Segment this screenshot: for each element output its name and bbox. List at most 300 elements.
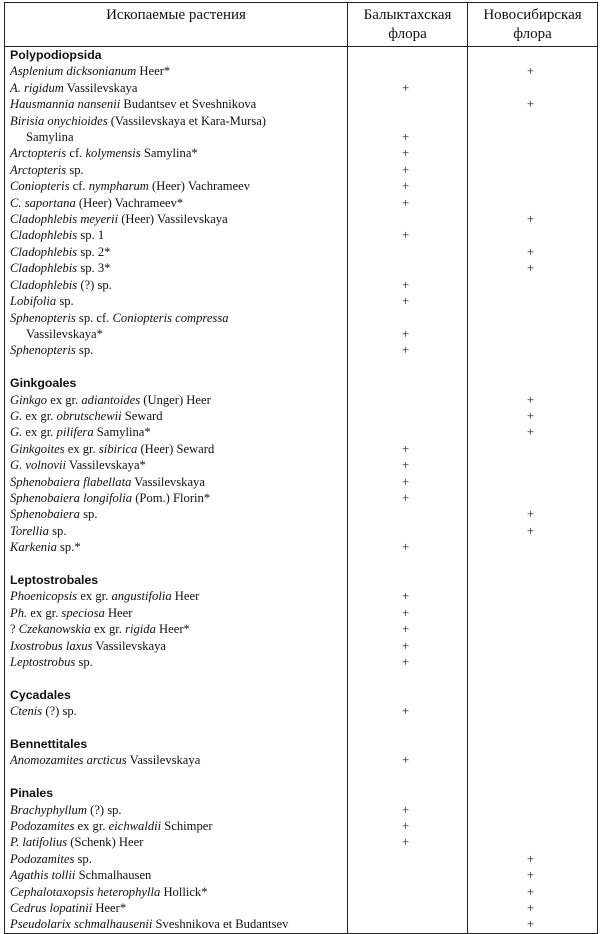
taxon-row [5,277,598,293]
taxon-name-roman: (Heer) Vachrameev* [75,195,184,210]
taxon-name-roman: Heer* [92,901,127,916]
taxon-name-italic: C. saportana [10,195,76,210]
balyktakh-mark [348,884,468,900]
balyktakh-mark [348,736,468,752]
taxon-name-roman: Vassilevskaya [63,80,138,95]
taxon-name-italic: Sphenobaiera [10,507,80,522]
novosibirsk-mark [468,687,598,703]
taxon-row [5,293,598,309]
taxon-row [5,867,598,883]
taxon-name-roman: ex gr. [47,392,82,407]
taxon-name-italic: Cladophlebis [10,277,78,292]
taxon-name-italic: Brachyphyllum [10,802,87,817]
taxon-name [5,539,348,555]
balyktakh-mark: + [348,293,468,309]
balyktakh-mark: + [348,227,468,243]
novosibirsk-mark: + [468,392,598,408]
novosibirsk-mark [468,785,598,801]
header-balyktakh-flora [348,3,468,47]
group-row [5,687,598,703]
taxon-name-italic: Coniopteris compressa [112,310,229,325]
novosibirsk-mark [468,326,598,342]
group-label: Ginkgoales [5,375,348,391]
balyktakh-mark: + [348,277,468,293]
balyktakh-mark [348,867,468,883]
taxon-name [5,621,348,637]
balyktakh-mark: + [348,539,468,555]
document-page [4,2,597,934]
taxon-name-roman: sp.* [56,540,81,555]
taxon-name [5,211,348,227]
taxon-row [5,195,598,211]
group-label: Bennettitales [5,736,348,752]
novosibirsk-mark: + [468,96,598,112]
taxon-name-italic: Cephalotaxopsis heterophylla [10,884,161,899]
taxon-name-italic: adiantoides [81,392,141,407]
taxon-name-roman: Sveshnikova et Budantsev [152,917,289,932]
group-row [5,572,598,588]
taxon-name-italic: Ixostrobus laxus [10,638,93,653]
novosibirsk-mark [468,605,598,621]
taxon-name-italic: kolymensis [85,146,141,161]
group-label: Polypodiopsida [5,47,348,64]
balyktakh-mark [348,244,468,260]
novosibirsk-mark [468,474,598,490]
taxon-row [5,178,598,194]
taxon-row [5,703,598,719]
spacer-cell [5,359,348,375]
taxon-name-italic: Ginkgo [10,392,48,407]
taxon-name-roman: Vassilevskaya [92,638,167,653]
taxon-row [5,539,598,555]
taxon-name-italic: Torellia [10,523,49,538]
taxon-name [5,63,348,79]
balyktakh-mark: + [348,326,468,342]
taxon-row [5,424,598,440]
spacer-cell [5,556,348,572]
taxon-name-roman: sp. [56,294,74,309]
novosibirsk-mark [468,129,598,145]
taxon-name-roman: (Schenk) Heer [67,835,144,850]
group-label: Cycadales [5,687,348,703]
taxon-name-roman: sp. [48,523,67,538]
table-header [5,3,598,47]
taxon-name-roman: ? [10,622,19,637]
taxon-name-roman: sp. 3* [77,261,111,276]
novosibirsk-mark [468,47,598,64]
taxon-name-roman: Vassilevskaya [126,753,201,768]
taxon-name-italic: A. rigidum [10,80,64,95]
novosibirsk-mark: + [468,408,598,424]
balyktakh-mark [348,408,468,424]
taxon-name [5,145,348,161]
spacer-cell [5,670,348,686]
taxon-name-roman: Vassilevskaya [131,474,205,489]
balyktakh-mark: + [348,802,468,818]
taxon-row [5,884,598,900]
taxon-name-roman: sp. [74,851,92,866]
taxon-name-italic: Ph. [10,605,28,620]
taxon-name-italic: Ginkgoites [10,441,65,456]
taxon-name-italic: Arctopteris [10,162,67,177]
taxon-name-roman: sp. cf. [75,310,113,325]
taxon-name-roman: (?) sp. [77,277,112,292]
novosibirsk-mark [468,834,598,850]
taxon-name-roman: Samylina* [140,146,198,161]
group-row [5,47,598,64]
balyktakh-mark: + [348,80,468,96]
novosibirsk-mark [468,670,598,686]
taxon-row [5,523,598,539]
taxon-name-italic: Czekanowskia [18,622,91,637]
taxon-name-italic: Cedrus lopatinii [10,901,93,916]
taxon-name [5,342,348,358]
taxon-name-roman: ex gr. [64,441,99,456]
taxon-name-roman: (?) sp. [86,802,122,817]
balyktakh-mark: + [348,621,468,637]
spacer-row [5,359,598,375]
novosibirsk-mark: + [468,244,598,260]
taxon-name [5,392,348,408]
taxon-row [5,457,598,473]
taxon-name-roman: Seward [121,408,163,423]
balyktakh-mark: + [348,834,468,850]
taxon-name-italic: eichwaldii [108,819,162,834]
balyktakh-mark [348,506,468,522]
taxon-name-italic: G. [10,425,23,440]
taxon-row [5,96,598,112]
taxon-name-roman: (Heer) Seward [137,441,215,456]
taxon-name-roman: sp. [79,507,98,522]
taxon-name [5,752,348,768]
taxon-name-italic: speciosa [61,605,105,620]
taxon-name-italic: Karkenia [10,540,57,555]
novosibirsk-mark [468,359,598,375]
taxon-name-italic: Sphenopteris [10,343,76,358]
balyktakh-mark [348,785,468,801]
novosibirsk-mark [468,769,598,785]
balyktakh-mark [348,260,468,276]
taxon-row [5,408,598,424]
taxon-row [5,654,598,670]
taxon-row [5,916,598,933]
taxon-row [5,80,598,96]
balyktakh-mark: + [348,457,468,473]
taxon-name-italic: pilifera [56,425,94,440]
balyktakh-mark: + [348,752,468,768]
balyktakh-mark [348,556,468,572]
taxon-name [5,408,348,424]
taxon-name [5,441,348,457]
flora-table [4,2,598,934]
novosibirsk-mark: + [468,523,598,539]
taxon-name [5,490,348,506]
balyktakh-mark [348,359,468,375]
taxon-name [5,916,348,933]
balyktakh-mark [348,851,468,867]
novosibirsk-mark [468,556,598,572]
taxon-name [5,195,348,211]
taxon-name [5,523,348,539]
balyktakh-mark: + [348,162,468,178]
taxon-name [5,900,348,916]
balyktakh-mark [348,769,468,785]
novosibirsk-mark [468,752,598,768]
taxon-name [5,178,348,194]
taxon-name-italic: Sphenopteris [10,310,76,325]
taxon-row [5,621,598,637]
taxon-name-italic: Cladophlebis meyerii [10,212,119,227]
spacer-row [5,556,598,572]
header-balyktakh-text: Балыктахская флора [363,7,452,42]
taxon-name-roman: ex gr. [77,589,112,604]
taxon-name-italic: Asplenium dicksonianum [10,64,137,79]
balyktakh-mark [348,670,468,686]
taxon-name-italic: Cladophlebis [10,228,78,243]
novosibirsk-mark: + [468,260,598,276]
taxon-name-roman: sp. [75,655,93,669]
spacer-row [5,769,598,785]
taxon-row [5,113,598,129]
taxon-name-italic: Agathis tollii [10,868,76,883]
balyktakh-mark [348,310,468,326]
taxon-name-italic: nympharum [88,179,149,194]
balyktakh-mark [348,572,468,588]
taxon-row [5,392,598,408]
taxon-row [5,474,598,490]
taxon-name [5,424,348,440]
taxon-name-roman: cf. [66,146,86,161]
novosibirsk-mark: + [468,851,598,867]
balyktakh-mark [348,392,468,408]
taxon-row [5,588,598,604]
taxon-name [5,703,348,719]
taxon-name [5,80,348,96]
balyktakh-mark: + [348,145,468,161]
taxon-name-italic: Anomozamites arcticus [10,753,127,768]
taxon-name-italic: rigida [125,622,156,637]
taxon-name-roman: sp. 2* [77,244,111,259]
taxon-row [5,63,598,79]
novosibirsk-mark: + [468,211,598,227]
taxon-name-roman: (Heer) Vachrameev [148,179,251,194]
taxon-name-italic: Cladophlebis [10,261,78,276]
taxon-name-roman: sp. 1 [77,228,105,243]
taxon-name-italic: G. [10,408,23,423]
taxon-row [5,342,598,358]
balyktakh-mark: + [348,129,468,145]
taxon-name [5,277,348,293]
taxon-row [5,900,598,916]
taxon-name-italic: sibirica [98,441,138,456]
taxon-row [5,752,598,768]
group-label: Pinales [5,785,348,801]
taxon-name-roman: ex gr. [74,819,109,834]
taxon-name [5,834,348,850]
balyktakh-mark: + [348,441,468,457]
header-novosibirsk-flora [468,3,598,47]
taxon-name-italic: Pseudolarix schmalhausenii [10,917,153,932]
taxon-name-roman: Hollick* [160,884,208,899]
taxon-name [5,506,348,522]
novosibirsk-mark [468,113,598,129]
novosibirsk-mark [468,802,598,818]
spacer-cell [5,769,348,785]
balyktakh-mark [348,900,468,916]
taxon-name-roman: ex gr. [22,408,57,423]
table-body [5,47,598,934]
novosibirsk-mark: + [468,867,598,883]
taxon-name-italic: G. volnovii [10,458,66,473]
novosibirsk-mark: + [468,424,598,440]
taxon-name [5,457,348,473]
balyktakh-mark: + [348,342,468,358]
balyktakh-mark [348,687,468,703]
taxon-row [5,162,598,178]
balyktakh-mark [348,720,468,736]
header-fossil-plants: Ископаемые растения [5,3,348,47]
novosibirsk-mark [468,654,598,670]
taxon-name-italic: Podozamites [10,819,75,834]
taxon-name [5,802,348,818]
taxon-name [5,293,348,309]
taxon-name-roman: ex gr. [27,605,62,620]
group-label: Leptostrobales [5,572,348,588]
taxon-name-italic: Birisia onychioides [10,113,108,128]
novosibirsk-mark [468,145,598,161]
taxon-row [5,802,598,818]
taxon-name [5,129,348,145]
balyktakh-mark: + [348,605,468,621]
taxon-row [5,490,598,506]
balyktakh-mark: + [348,195,468,211]
taxon-name-roman: Heer [171,589,200,604]
taxon-row [5,145,598,161]
spacer-cell [5,720,348,736]
group-row [5,785,598,801]
novosibirsk-mark [468,195,598,211]
balyktakh-mark [348,113,468,129]
balyktakh-mark [348,47,468,64]
balyktakh-mark: + [348,490,468,506]
taxon-name-italic: obrutschewii [56,408,122,423]
balyktakh-mark [348,63,468,79]
taxon-row [5,227,598,243]
taxon-name-roman: cf. [69,179,89,194]
header-novosibirsk-text: Новосибирская флора [483,7,582,42]
novosibirsk-mark: + [468,506,598,522]
taxon-name-roman: Vassilevskaya* [26,326,103,341]
taxon-name-roman: Heer* [155,622,190,637]
novosibirsk-mark [468,539,598,555]
taxon-name-roman: Samylina [26,130,74,145]
taxon-name [5,474,348,490]
taxon-row [5,605,598,621]
taxon-row [5,441,598,457]
taxon-name-roman: Samylina* [93,425,151,440]
taxon-name-roman: Budantsev et Sveshnikova [120,97,257,112]
taxon-name [5,654,348,670]
taxon-name [5,113,348,129]
taxon-name [5,260,348,276]
balyktakh-mark [348,523,468,539]
novosibirsk-mark: + [468,916,598,933]
novosibirsk-mark [468,621,598,637]
taxon-name-roman: sp. [66,162,84,177]
taxon-name-roman: Heer [104,605,133,620]
novosibirsk-mark: + [468,900,598,916]
taxon-name [5,884,348,900]
novosibirsk-mark [468,342,598,358]
taxon-name-italic: Coniopteris [10,179,70,194]
novosibirsk-mark [468,703,598,719]
taxon-name-roman: (?) sp. [42,704,77,719]
novosibirsk-mark [468,572,598,588]
spacer-row [5,720,598,736]
novosibirsk-mark [468,375,598,391]
taxon-name-roman: ex gr. [22,425,57,440]
taxon-row [5,310,598,326]
taxon-row [5,326,598,342]
taxon-name [5,227,348,243]
taxon-name-italic: Ctenis [10,704,43,719]
taxon-name [5,818,348,834]
taxon-name-italic: Phoenicopsis [10,589,78,604]
novosibirsk-mark [468,588,598,604]
novosibirsk-mark [468,162,598,178]
balyktakh-mark: + [348,588,468,604]
taxon-name [5,244,348,260]
taxon-row [5,851,598,867]
novosibirsk-mark [468,178,598,194]
balyktakh-mark [348,424,468,440]
balyktakh-mark: + [348,638,468,654]
taxon-name-italic: Cladophlebis [10,244,78,259]
taxon-row [5,834,598,850]
taxon-row [5,244,598,260]
taxon-name [5,851,348,867]
balyktakh-mark [348,375,468,391]
taxon-name-roman: (Unger) Heer [140,392,211,407]
taxon-name-italic: Leptostrobus [10,655,76,669]
group-row [5,375,598,391]
balyktakh-mark: + [348,474,468,490]
group-row [5,736,598,752]
novosibirsk-mark [468,277,598,293]
taxon-row [5,818,598,834]
balyktakh-mark: + [348,818,468,834]
novosibirsk-mark [468,441,598,457]
novosibirsk-mark [468,736,598,752]
taxon-name [5,588,348,604]
taxon-name-roman: Heer* [136,64,171,79]
balyktakh-mark [348,96,468,112]
taxon-name-italic: Arctopteris [10,146,67,161]
balyktakh-mark: + [348,703,468,719]
taxon-name-roman: Schimper [161,819,213,834]
novosibirsk-mark [468,293,598,309]
novosibirsk-mark: + [468,884,598,900]
novosibirsk-mark [468,80,598,96]
balyktakh-mark [348,211,468,227]
balyktakh-mark: + [348,178,468,194]
taxon-name [5,162,348,178]
taxon-name-italic: Sphenobaiera longifolia [10,490,133,505]
spacer-row [5,670,598,686]
novosibirsk-mark [468,818,598,834]
novosibirsk-mark [468,457,598,473]
taxon-name-roman: (Vassilevskaya et Kara-Mursa) [107,113,267,128]
